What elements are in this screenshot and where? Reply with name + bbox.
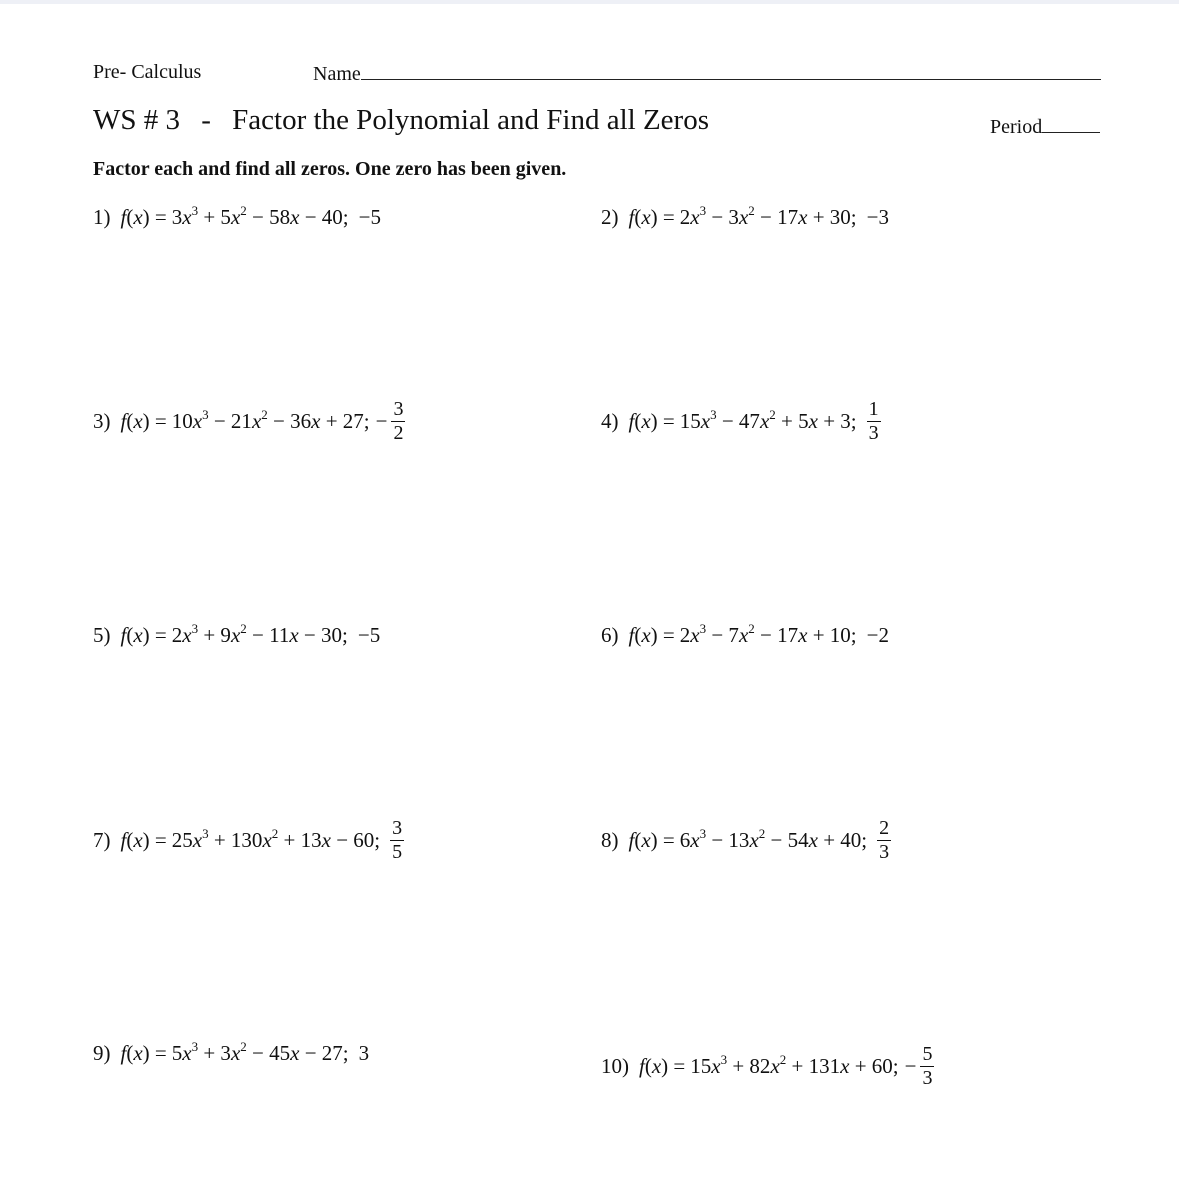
problem-number: 1) xyxy=(93,205,111,229)
fraction-numerator: 3 xyxy=(393,398,404,420)
given-zero-fraction xyxy=(920,1044,934,1089)
problem-7 xyxy=(93,818,404,863)
instructions: Factor each and find all zeros. One zero has been given. xyxy=(93,158,567,180)
function-label: f(x) = xyxy=(628,409,675,433)
problem-9 xyxy=(93,1041,369,1066)
problem-2 xyxy=(601,205,889,230)
polynomial: $25x^3 + 130x^2 + 13x - 60$; xyxy=(171,826,381,852)
given-zero-fraction xyxy=(867,399,881,444)
given-zero: −5 xyxy=(358,205,381,229)
function-label: f(x) = xyxy=(628,828,675,852)
given-zero-sign: − xyxy=(375,409,388,433)
given-zero: −2 xyxy=(866,623,889,647)
fraction-numerator: 5 xyxy=(922,1043,933,1065)
problem-number: 2) xyxy=(601,205,619,229)
title-dash: - xyxy=(201,104,211,136)
fraction-numerator: 1 xyxy=(868,398,879,420)
problem-3 xyxy=(93,399,405,444)
given-zero: −5 xyxy=(357,623,381,647)
problem-5 xyxy=(93,623,380,648)
polynomial: $2x^3 + 9x^2 - 11x - 30$; xyxy=(171,621,348,647)
fraction-denominator: 2 xyxy=(393,422,404,444)
period-blank-line xyxy=(1042,114,1100,133)
function-label: f(x) = xyxy=(120,205,167,229)
function-label: f(x) = xyxy=(628,623,675,647)
polynomial: $6x^3 - 13x^2 - 54x + 40$; xyxy=(679,826,868,852)
polynomial: $2x^3 - 7x^2 - 17x + 10$; xyxy=(679,621,857,647)
polynomial: $10x^3 - 21x^2 - 36x + 27$; xyxy=(171,407,370,433)
worksheet-title xyxy=(93,104,709,137)
fraction-denominator: 5 xyxy=(392,841,403,863)
function-label: f(x) = xyxy=(120,409,167,433)
name-label: Name xyxy=(313,63,361,85)
fraction-numerator: 2 xyxy=(879,817,890,839)
function-label: f(x) = xyxy=(628,205,675,229)
problem-6 xyxy=(601,623,889,648)
fraction-numerator: 3 xyxy=(392,817,403,839)
polynomial: $3x^3 + 5x^2 - 58x - 40$; xyxy=(171,203,349,229)
function-label: f(x) = xyxy=(639,1054,686,1078)
given-zero-fraction xyxy=(390,818,404,863)
worksheet-number: WS # 3 xyxy=(93,104,180,136)
problem-number: 3) xyxy=(93,409,111,433)
problem-number: 10) xyxy=(601,1054,629,1078)
function-label: f(x) = xyxy=(120,623,167,647)
course-label: Pre- Calculus xyxy=(93,61,202,83)
given-zero: −3 xyxy=(866,205,889,229)
problem-number: 9) xyxy=(93,1041,111,1065)
polynomial: $15x^3 + 82x^2 + 131x + 60$; xyxy=(690,1052,899,1078)
problem-4 xyxy=(601,399,881,444)
polynomial: $15x^3 - 47x^2 + 5x + 3$; xyxy=(679,407,857,433)
problem-10 xyxy=(601,1044,934,1089)
problem-number: 5) xyxy=(93,623,111,647)
given-zero: 3 xyxy=(358,1041,370,1065)
problem-1 xyxy=(93,205,381,230)
period-label: Period xyxy=(990,116,1043,138)
given-zero-fraction xyxy=(877,818,891,863)
polynomial: $5x^3 + 3x^2 - 45x - 27$; xyxy=(171,1039,349,1065)
problem-number: 8) xyxy=(601,828,619,852)
fraction-denominator: 3 xyxy=(922,1067,933,1089)
name-field[interactable] xyxy=(313,61,1101,86)
name-blank-line xyxy=(361,61,1101,80)
function-label: f(x) = xyxy=(120,1041,167,1065)
problem-number: 4) xyxy=(601,409,619,433)
fraction-denominator: 3 xyxy=(879,841,890,863)
function-label: f(x) = xyxy=(120,828,167,852)
polynomial: $2x^3 - 3x^2 - 17x + 30$; xyxy=(679,203,857,229)
problem-8 xyxy=(601,818,891,863)
problem-number: 7) xyxy=(93,828,111,852)
top-strip xyxy=(0,0,1179,4)
period-field[interactable] xyxy=(990,114,1100,139)
given-zero-sign: − xyxy=(904,1054,917,1078)
given-zero-fraction xyxy=(391,399,405,444)
fraction-denominator: 3 xyxy=(868,422,879,444)
worksheet-topic: Factor the Polynomial and Find all Zeros xyxy=(232,104,709,136)
problem-number: 6) xyxy=(601,623,619,647)
